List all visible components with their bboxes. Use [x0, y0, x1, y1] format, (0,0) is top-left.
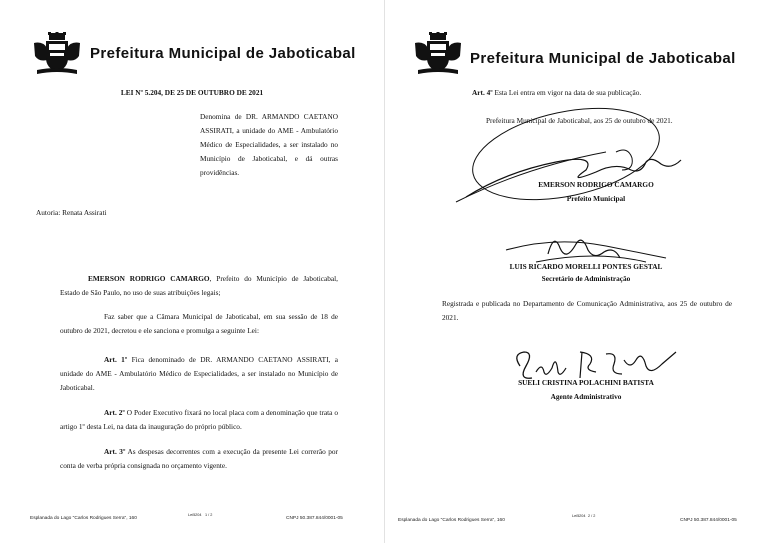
- secretary-signature-role: Secretário de Administração: [541, 274, 631, 283]
- article-1-text: Fica denominado de DR. ARMANDO CAETANO ASSIRATI, a unidade do AME - Ambulatório Médico de Especialidades, a ser instalado no Município de Jaboticabal.: [60, 355, 338, 392]
- footer-cnpj: CNPJ 50.387.844/0001-05: [680, 518, 737, 523]
- article-4-label: Art. 4º: [472, 88, 493, 97]
- article-3-text: As despesas decorrentes com a execução da presente Lei correrão por conta de verba própria consignada no orçamento vigente.: [60, 447, 338, 470]
- law-summary: Denomina de DR. ARMANDO CAETANO ASSIRATI, a unidade do AME - Ambulatório Médico de Especialidades, a ser instalado no Município de Jaboticabal, e dá outras providências.: [200, 112, 338, 177]
- mayor-paragraph: [60, 272, 338, 300]
- preamble-paragraph: Faz saber que a Câmara Municipal de Jaboticabal, em sua sessão de 18 de outubro de 2021, decretou e ele sanciona e promulga a seguinte Lei:: [60, 312, 338, 335]
- mayor-signature-role: Prefeito Municipal: [566, 194, 626, 203]
- mayor-intro: , Prefeito do Município de Jaboticabal, Estado de São Paulo, no uso de suas atribuições legais;: [60, 274, 338, 297]
- footer-page-number: 2 / 2: [588, 514, 596, 518]
- registration-text: Registrada e publicada no Departamento de Comunicação Administrativa, aos 25 de outubro de 2021.: [442, 299, 732, 322]
- header-title: Prefeitura Municipal de Jaboticabal: [90, 45, 356, 62]
- municipal-crest-icon: [414, 32, 462, 76]
- article-1: [60, 353, 338, 395]
- footer-address: Esplanada do Lago "Carlos Rodrigues Serra", 160: [398, 518, 505, 523]
- article-2-text: O Poder Executivo fixará no local placa com a denominação que trata o artigo 1º desta Lei, na data da inauguração do próprio público.: [60, 408, 338, 431]
- article-3-label: Art. 3º: [104, 447, 126, 456]
- footer-cnpj: CNPJ 50.387.844/0001-05: [286, 516, 343, 521]
- article-2: [60, 406, 338, 434]
- document-page-2: [386, 0, 768, 543]
- article-4-text: Esta Lei entra em vigor na data de sua publicação.: [492, 88, 642, 97]
- page-divider: [384, 0, 385, 543]
- agent-signature-name: SUELI CRISTINA POLACHINI BATISTA: [518, 378, 654, 387]
- mayor-signature-name: EMERSON RODRIGO CAMARGO: [538, 180, 654, 189]
- footer-page-number: 1 / 2: [205, 513, 213, 517]
- footer-ref: Lei5204: [572, 514, 586, 518]
- header-title: Prefeitura Municipal de Jaboticabal: [470, 50, 736, 67]
- article-1-label: Art. 1º: [104, 355, 128, 364]
- secretary-signature-name: LUIS RICARDO MORELLI PONTES GESTAL: [509, 262, 663, 271]
- agent-signature-role: Agente Administrativo: [550, 392, 622, 401]
- place-date: Prefeitura Municipal de Jaboticabal, aos 25 de outubro de 2021.: [486, 116, 673, 125]
- footer-address: Esplanada do Lago "Carlos Rodrigues Serra", 160: [30, 516, 137, 521]
- law-title: LEI Nº 5.204, DE 25 DE OUTUBRO DE 2021: [120, 88, 264, 97]
- municipal-crest-icon: [33, 32, 81, 76]
- article-4: [472, 86, 641, 100]
- article-2-label: Art. 2º: [104, 408, 125, 417]
- mayor-name: EMERSON RODRIGO CAMARGO: [88, 274, 210, 283]
- law-author: Autoria: Renata Assirati: [36, 208, 107, 217]
- article-3: [60, 445, 338, 473]
- footer-ref: Lei5204: [188, 513, 202, 517]
